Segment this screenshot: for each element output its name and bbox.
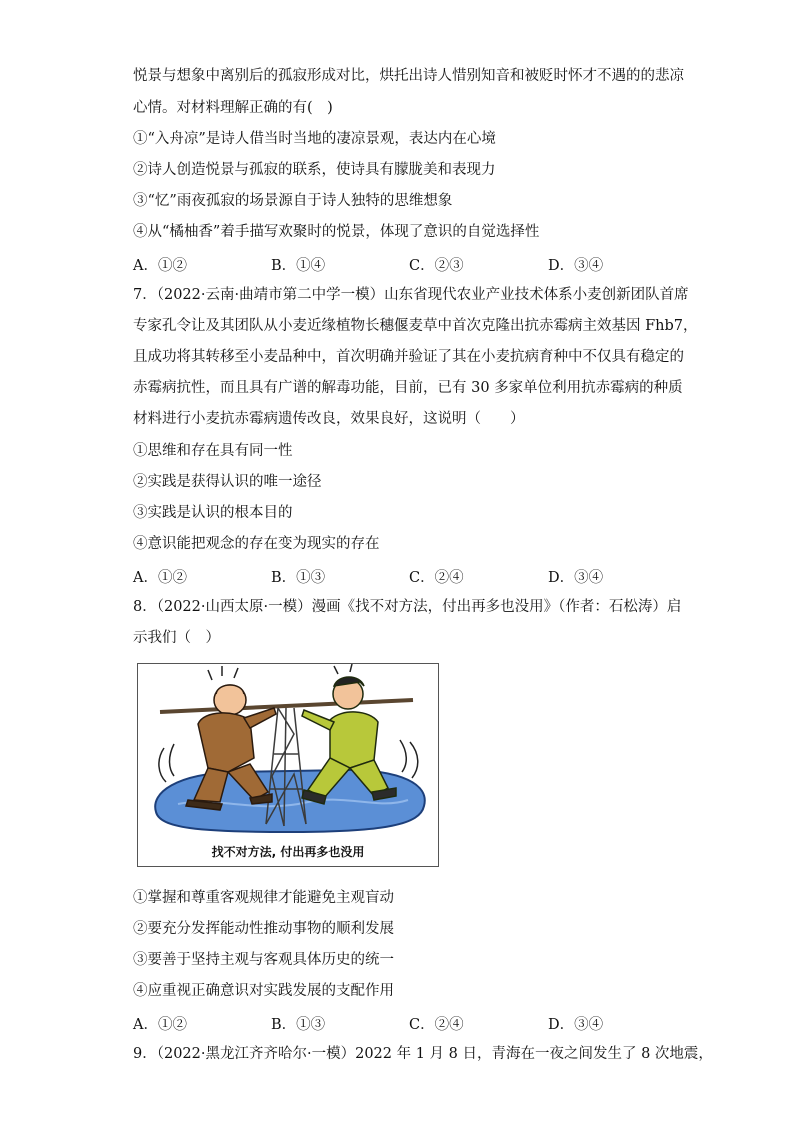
q8-statement-1: ①掌握和尊重客观规律才能避免主观盲动 xyxy=(133,890,394,906)
cartoon-figure xyxy=(137,663,439,867)
q8-options xyxy=(133,1013,673,1033)
q7-statement-2: ②实践是获得认识的唯一途径 xyxy=(133,474,322,490)
tug-of-war-illustration xyxy=(138,664,438,866)
q8-statement-4: ④应重视正确意识对实践发展的支配作用 xyxy=(133,983,394,999)
q7-stem-line: 且成功将其转移至小麦品种中，首次明确并验证了其在小麦抗病育种中不仅具有稳定的 xyxy=(133,349,684,365)
q7-option-b[interactable]: B．①③ xyxy=(271,570,326,586)
q8-statement-2: ②要充分发挥能动性推动事物的顺利发展 xyxy=(133,921,394,937)
q6-statement-1: ①“入舟凉”是诗人借当时当地的凄凉景观，表达内在心境 xyxy=(133,131,496,147)
q8-option-d[interactable]: D．③④ xyxy=(548,1017,604,1033)
q7-option-a[interactable]: A．①② xyxy=(133,570,187,586)
q6-text-line: 心情。对材料理解正确的有( ) xyxy=(133,100,333,116)
q8-option-a[interactable]: A．①② xyxy=(133,1017,187,1033)
q6-options xyxy=(133,254,673,274)
q7-options xyxy=(133,566,673,586)
q7-statement-3: ③实践是认识的根本目的 xyxy=(133,505,293,521)
cartoon-caption: 找不对方法, 付出再多也没用 xyxy=(211,845,365,859)
q6-statement-3: ③“忆”雨夜孤寂的场景源自于诗人独特的思维想象 xyxy=(133,193,453,209)
q7-statement-4: ④意识能把观念的存在变为现实的存在 xyxy=(133,536,380,552)
q6-option-a[interactable]: A．①② xyxy=(133,258,187,274)
q6-statement-4: ④从“橘柚香”着手描写欢聚时的悦景，体现了意识的自觉选择性 xyxy=(133,224,540,240)
q8-stem-line: 示我们（ ） xyxy=(133,630,220,646)
q8-statement-3: ③要善于坚持主观与客观具体历史的统一 xyxy=(133,952,394,968)
q7-statement-1: ①思维和存在具有同一性 xyxy=(133,443,293,459)
q8-option-c[interactable]: C．②④ xyxy=(409,1017,464,1033)
q6-option-c[interactable]: C．②③ xyxy=(409,258,464,274)
q6-option-b[interactable]: B．①④ xyxy=(271,258,326,274)
q7-stem-line: 专家孔令让及其团队从小麦近缘植物长穗偃麦草中首次克隆出抗赤霉病主效基因 Fhb7， xyxy=(133,318,698,334)
q7-option-d[interactable]: D．③④ xyxy=(548,570,604,586)
q7-option-c[interactable]: C．②④ xyxy=(409,570,464,586)
q9-stem-line: 9．（2022·黑龙江齐齐哈尔·一模）2022 年 1 月 8 日，青海在一夜之间发生了 8 次地震， xyxy=(133,1046,713,1062)
q6-text-line: 悦景与想象中离别后的孤寂形成对比，烘托出诗人惜别知音和被贬时怀才不遇的的悲凉 xyxy=(133,68,684,84)
q7-stem-line: 7．（2022·云南·曲靖市第二中学一模）山东省现代农业产业技术体系小麦创新团队首席 xyxy=(133,287,689,303)
q6-option-d[interactable]: D．③④ xyxy=(548,258,604,274)
q7-stem-line: 材料进行小麦抗赤霉病遗传改良，效果良好，这说明（ ） xyxy=(133,411,525,427)
q6-statement-2: ②诗人创造悦景与孤寂的联系，使诗具有朦胧美和表现力 xyxy=(133,162,496,178)
q7-stem-line: 赤霉病抗性，而且具有广谱的解毒功能，目前，已有 30 多家单位利用抗赤霉病的种质 xyxy=(133,380,683,396)
q8-option-b[interactable]: B．①③ xyxy=(271,1017,326,1033)
q8-stem-line: 8．（2022·山西太原·一模）漫画《找不对方法，付出再多也没用》（作者：石松涛）启 xyxy=(133,599,682,615)
